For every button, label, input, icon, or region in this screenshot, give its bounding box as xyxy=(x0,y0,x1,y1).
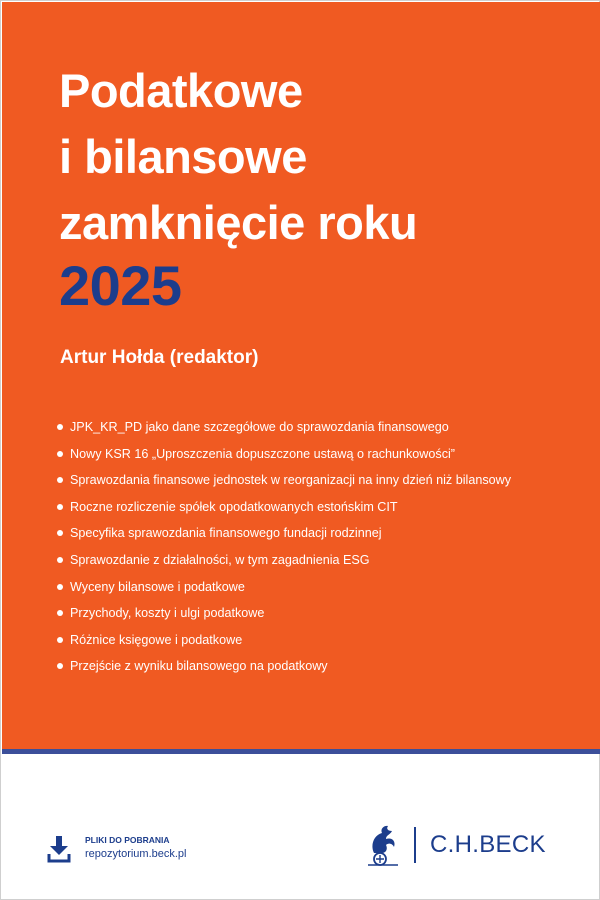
book-title xyxy=(59,58,417,256)
topic-text: Przejście z wyniku bilansowego na podatkowy xyxy=(70,659,328,674)
bullet-icon xyxy=(57,610,63,616)
download-url[interactable]: repozytorium.beck.pl xyxy=(85,848,187,860)
title-line-1: Podatkowe xyxy=(59,64,303,117)
topic-list xyxy=(57,419,547,685)
topic-item xyxy=(57,552,547,569)
topic-text: Specyfika sprawozdania finansowego fundacji rodzinnej xyxy=(70,526,382,541)
publisher-divider xyxy=(414,827,416,863)
divider-rule xyxy=(2,749,600,754)
topic-item xyxy=(57,472,547,489)
download-label: PLIKI DO POBRANIA xyxy=(85,835,170,845)
bullet-icon xyxy=(57,663,63,669)
title-line-2: i bilansowe xyxy=(59,130,307,183)
cover-orange-panel xyxy=(2,2,600,749)
download-block[interactable] xyxy=(47,834,247,868)
topic-item xyxy=(57,605,547,622)
title-line-3: zamknięcie roku xyxy=(59,196,418,249)
publisher-logo xyxy=(366,821,566,869)
topic-text: Wyceny bilansowe i podatkowe xyxy=(70,579,245,594)
topic-item xyxy=(57,446,547,463)
download-icon xyxy=(47,835,71,863)
topic-item xyxy=(57,579,547,596)
bullet-icon xyxy=(57,424,63,430)
bullet-icon xyxy=(57,451,63,457)
bullet-icon xyxy=(57,557,63,563)
topic-text: Roczne rozliczenie spółek opodatkowanych estońskim CIT xyxy=(70,499,398,514)
topic-text: Przychody, koszty i ulgi podatkowe xyxy=(70,606,265,621)
topic-item xyxy=(57,525,547,542)
bullet-icon xyxy=(57,637,63,643)
topic-text: Sprawozdanie z działalności, w tym zagadnienia ESG xyxy=(70,552,370,567)
book-author: Artur Hołda (redaktor) xyxy=(60,347,259,368)
book-year: 2025 xyxy=(59,254,182,317)
publisher-name: C.H.BECK xyxy=(430,831,546,858)
topic-item xyxy=(57,419,547,436)
bullet-icon xyxy=(57,530,63,536)
bullet-icon xyxy=(57,504,63,510)
topic-text: Różnice księgowe i podatkowe xyxy=(70,632,243,647)
topic-text: JPK_KR_PD jako dane szczegółowe do sprawozdania finansowego xyxy=(70,420,449,434)
topic-item xyxy=(57,658,547,675)
publisher-emblem-icon xyxy=(366,823,400,867)
topic-item xyxy=(57,632,547,649)
topic-text: Nowy KSR 16 „Uproszczenia dopuszczone ustawą o rachunkowości” xyxy=(70,446,455,461)
topic-item xyxy=(57,499,547,516)
topic-text: Sprawozdania finansowe jednostek w reorganizacji na inny dzień niż bilansowy xyxy=(70,473,512,488)
bullet-icon xyxy=(57,584,63,590)
bullet-icon xyxy=(57,477,63,483)
